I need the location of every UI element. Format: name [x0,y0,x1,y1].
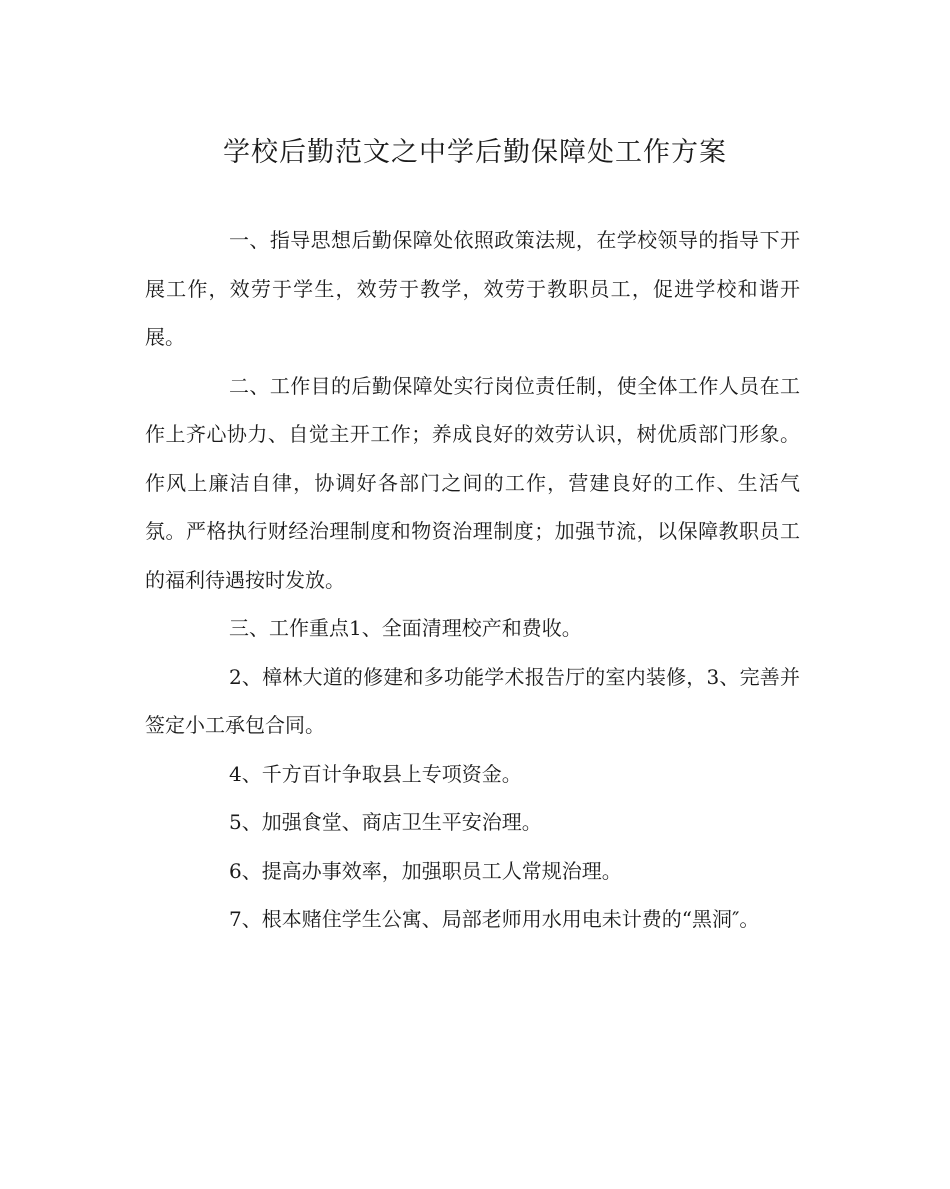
paragraph-key-point-4: 4、千方百计争取县上专项资金。 [229,761,522,786]
paragraph-key-point-7: 7、根本赌住学生公寓、局部老师用水用电未计费的“黑洞″。 [229,907,760,931]
document-title: 学校后勤范文之中学后勤保障处工作方案 [223,137,727,168]
paragraph-key-point-1: 三、工作重点1、全面清理校产和费收。 [229,616,582,640]
document-body [145,216,800,944]
paragraph-key-point-2-3: 2、樟林大道的修建和多功能学术报告厅的室内装修，3、完善并签定小工承包合同。 [145,664,800,737]
paragraph-key-point-5: 5、加强食堂、商店卫生平安治理。 [229,810,542,834]
paragraph-work-goals: 二、工作目的后勤保障处实行岗位责任制，使全体工作人员在工作上齐心协力、自觉主开工作；养成良好的效劳认识，树优质部门形象。作风上廉洁自律，协调好各部门之间的工作，营建良好的工作、生活气氛。严格执行财经治理制度和物资治理制度；加强节流，以保障教职员工的福利待遇按时发放。 [145,373,800,592]
paragraph-key-point-6: 6、提高办事效率，加强职员工人常规治理。 [229,858,622,883]
paragraph-guiding-ideology: 一、指导思想后勤保障处依照政策法规，在学校领导的指导下开展工作，效劳于学生，效劳于教学，效劳于教职员工，促进学校和谐开展。 [145,228,800,349]
